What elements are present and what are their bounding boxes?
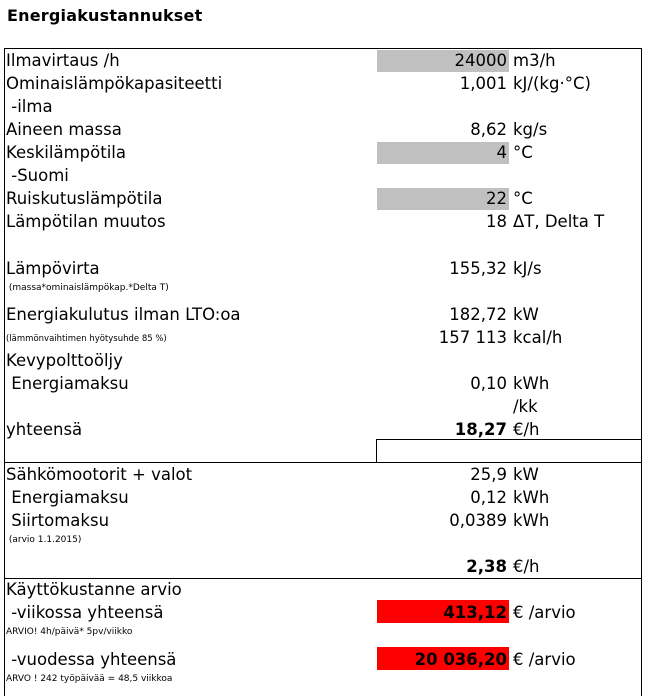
muutos-unit: ΔT, Delta T: [513, 212, 605, 231]
massa-label: Aineen massa: [6, 120, 122, 139]
energiakulutus-unit: kW: [513, 305, 539, 324]
ilma-label: -ilma: [6, 97, 53, 116]
table-border-top: [4, 48, 642, 49]
energiakulutus-label: Energiakulutus ilman LTO:oa: [6, 305, 241, 324]
siirto-label: Siirtomaksu: [6, 511, 110, 530]
lampovirta-label: Lämpövirta: [6, 259, 100, 278]
viikko-value: 413,12: [443, 603, 507, 622]
energiamaksu1-label: Energiamaksu: [6, 374, 129, 393]
ominais-value: 1,001: [459, 74, 507, 93]
input-cell-keskilampo[interactable]: [377, 142, 509, 164]
kevyt-label: Kevypolttoöljy: [6, 351, 123, 370]
viikko-unit: € /arvio: [513, 603, 576, 622]
sahko-value: 25,9: [470, 465, 507, 484]
energiamaksu2-value: 0,12: [470, 488, 507, 507]
vuosi-label: -vuodessa yhteensä: [6, 650, 177, 669]
lampovirta-value: 155,32: [449, 259, 507, 278]
energiakulutus-kcal-unit: kcal/h: [513, 328, 563, 347]
siirto-value: 0,0389: [449, 511, 507, 530]
energiamaksu1-unit: kWh: [513, 374, 550, 393]
viikko-note: ARVIO! 4h/päivä* 5pv/viikko: [6, 627, 133, 637]
table-border-left: [4, 48, 5, 696]
ominais-label: Ominaislämpökapasiteetti: [6, 74, 223, 93]
lampovirta-unit: kJ/s: [513, 259, 542, 278]
sahko-unit: kW: [513, 465, 539, 484]
lampovirta-note: (massa*ominaislämpökap.*Delta T): [6, 283, 169, 293]
cell-divider: [376, 439, 642, 440]
vuosi-unit: € /arvio: [513, 650, 576, 669]
energiakulutus-note: (lämmönvaihtimen hyötysuhde 85 %): [6, 334, 167, 344]
yhteensa1-label: yhteensä: [6, 420, 83, 439]
muutos-value: 18: [486, 212, 507, 231]
keskilampo-label: Keskilämpötila: [6, 143, 126, 162]
table-border-right: [641, 48, 642, 696]
ilmavirtaus-unit: m3/h: [513, 51, 556, 70]
viikko-label: -viikossa yhteensä: [6, 603, 164, 622]
massa-unit: kg/s: [513, 120, 548, 139]
siirto-note: (arvio 1.1.2015): [6, 535, 82, 545]
cell-divider: [376, 439, 377, 462]
section-divider: [4, 462, 642, 463]
siirto-unit: kWh: [513, 511, 550, 530]
ilmavirtaus-value[interactable]: 24000: [454, 51, 507, 70]
energiakulutus-kcal-value: 157 113: [438, 328, 507, 347]
ruiskutus-unit: °C: [513, 189, 533, 208]
muutos-label: Lämpötilan muutos: [6, 212, 166, 231]
energiamaksu1-value: 0,10: [470, 374, 507, 393]
energiamaksu2-unit: kWh: [513, 488, 550, 507]
yhteensa1-unit: €/h: [513, 420, 540, 439]
energiamaksu2-label: Energiamaksu: [6, 488, 129, 507]
energiamaksu1-unit-cont: /kk: [513, 397, 538, 416]
yhteensa2-value: 2,38: [466, 557, 507, 576]
ilmavirtaus-label: Ilmavirtaus /h: [6, 51, 120, 70]
vuosi-value: 20 036,20: [414, 650, 507, 669]
vuosi-note: ARVO ! 242 työpäivää = 48,5 viikkoa: [6, 674, 173, 684]
kaytto-label: Käyttökustanne arvio: [6, 580, 182, 599]
energiakulutus-value: 182,72: [449, 305, 507, 324]
sahko-label: Sähkömootorit + valot: [6, 465, 193, 484]
keskilampo-unit: °C: [513, 143, 533, 162]
suomi-label: -Suomi: [6, 166, 69, 185]
ruiskutus-value[interactable]: 22: [486, 189, 507, 208]
keskilampo-value[interactable]: 4: [496, 143, 507, 162]
section-divider: [4, 578, 642, 579]
massa-value: 8,62: [470, 120, 507, 139]
page-title: Energiakustannukset: [7, 6, 203, 25]
yhteensa1-value: 18,27: [454, 420, 507, 439]
ruiskutus-label: Ruiskutuslämpötila: [6, 189, 163, 208]
ominais-unit: kJ/(kg·°C): [513, 74, 591, 93]
yhteensa2-unit: €/h: [513, 557, 540, 576]
